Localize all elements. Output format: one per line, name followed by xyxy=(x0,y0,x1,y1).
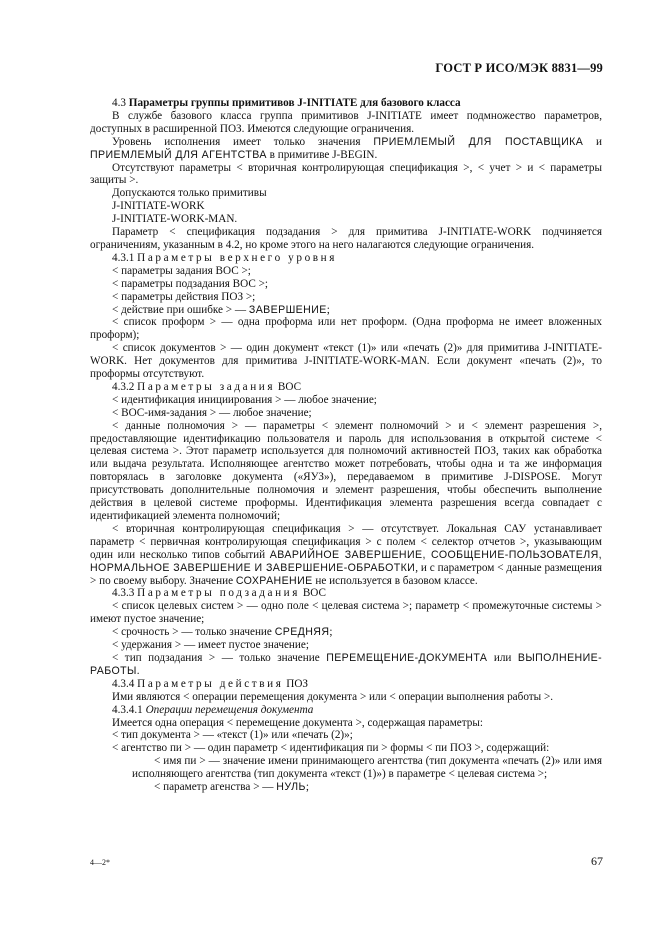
list-item: < параметры задания ВОС >; xyxy=(112,264,251,277)
page-number: 67 xyxy=(591,854,603,868)
list-item: < вторичная контролирующая спецификация > — отсутствует. Локальная САУ устанавливает параметр < первичная контролирующая спецификация > с полем < селектор отчетов >, указывающим один или несколько типов событий АВАРИЙНОЕ ЗАВЕРШЕНИЕ, СООБЩЕНИЕ-ПОЛЬЗОВАТЕЛЯ, НОРМАЛЬНОЕ ЗАВЕРШЕНИЕ И ЗАВЕРШЕНИЕ-ОБРАБОТКИ, и с параметром < данные размещения > по своему выбору. Значение СОХРАНЕНИЕ не используется в базовом классе. xyxy=(90,522,603,587)
list-item: < параметры действия ПОЗ >; xyxy=(112,290,256,303)
paragraph: Имеется одна операция < перемещение документа >, содержащая параметры: xyxy=(112,716,483,729)
list-item: < тип подзадания > — только значение ПЕРЕМЕЩЕНИЕ-ДОКУМЕНТА или ВЫПОЛНЕНИЕ-РАБОТЫ. xyxy=(90,651,602,677)
paragraph: Параметр < спецификация подзадания > для примитива J-INITIATE-WORK подчиняется ограничениям, указанным в 4.2, но кроме этого на него налагаются следующие ограничения. xyxy=(90,226,602,251)
list-item: < идентификация инициирования > — любое значение; xyxy=(112,393,377,406)
list-item: < список целевых систем > — одно поле < целевая система >; параметр < промежуточные системы > имеют пустое значение; xyxy=(90,600,602,626)
document-body xyxy=(90,97,602,794)
list-item: < тип документа > — «текст (1)» или «печать (2)»; xyxy=(112,729,353,742)
list-item: < список проформ > — одна проформа или нет проформ. (Одна проформа не имеет вложенных проформ); xyxy=(90,316,602,342)
section-4-3-heading: 4.3 Параметры группы примитивов J-INITIATE для базового класса xyxy=(112,97,461,109)
list-item: < действие при ошибке > — ЗАВЕРШЕНИЕ; xyxy=(112,303,330,316)
list-item: < параметры подзадания ВОС >; xyxy=(112,277,268,290)
list-item: < агентство пи > — один параметр < идентификация пи > формы < пи ПОЗ >, содержащий: xyxy=(112,742,550,755)
nested-list-item: < параметр агенства > — НУЛЬ; xyxy=(154,781,309,794)
list-item: < удержания > — имеет пустое значение; xyxy=(112,639,309,652)
section-4-3-3-heading: 4.3.3 Параметры подзадания ВОС xyxy=(112,587,326,600)
section-4-3-4-1-heading: 4.3.4.1 Операции перемещения документа xyxy=(112,703,314,716)
primitive-name: J-INITIATE-WORK xyxy=(112,200,205,213)
list-item: < срочность > — только значение СРЕДНЯЯ; xyxy=(112,626,333,639)
document-header: ГОСТ Р ИСО/МЭК 8831—99 xyxy=(435,61,603,75)
section-4-3-2-heading: 4.3.2 Параметры задания ВОС xyxy=(112,380,302,393)
section-4-3-4-heading: 4.3.4 Параметры действия ПОЗ xyxy=(112,677,309,690)
list-item: < список документов > — один документ «текст (1)» или «печать (2)» для примитива J-INITIATE-WORK. Нет документов для примитива J-INITIATE-WORK-MAN. Если документ «печать (2)», то проформы отсутствуют. xyxy=(90,342,602,381)
paragraph: Допускаются только примитивы xyxy=(112,187,267,200)
primitive-name: J-INITIATE-WORK-MAN. xyxy=(112,213,238,226)
paragraph: Уровень исполнения имеет только значения ПРИЕМЛЕМЫЙ ДЛЯ ПОСТАВЩИКА и ПРИЕМЛЕМЫЙ ДЛЯ АГЕНТСТВА в примитиве J-BEGIN. xyxy=(90,135,602,161)
paragraph: В службе базового класса группа примитивов J-INITIATE имеет подмножество параметров, доступных в расширенной ПОЗ. Имеются следующие ограничения. xyxy=(90,109,602,135)
list-item: < ВОС-имя-задания > — любое значение; xyxy=(112,406,312,419)
paragraph: Отсутствуют параметры < вторичная контролирующая спецификация >, < учет > и < параметры защиты >. xyxy=(90,161,602,187)
nested-list-item: < имя пи > — значение имени принимающего агентства (тип документа «печать (2)» или имя исполняющего агентства (тип документа «текст (1)») в параметре < целевая система >; xyxy=(132,755,602,781)
list-item: < данные полномочия > — параметры < элемент полномочий > и < элемент разрешения >, предоставляющие идентификацию пользователя и пароль для использования в открытой системе < целевая система >. Этот параметр используется для полномочий активностей ПОЗ, таких как обработка или выдача результата. Исполняющее агентство может потребовать, чтобы одна и та же информация повторялась в заголовке документа («ЯУЗ»), передаваемом в примитиве J-DISPOSE. Могут присутствовать дополнительные полномочия и элемент разрешения, чтобы обеспечить выполнение действия в целевой системе проформы. Идентификация элемента разрешения всегда совпадает с идентификацией элемента полномочий; xyxy=(90,419,602,522)
section-4-3-1-heading: 4.3.1 Параметры верхнего уровня xyxy=(112,251,337,264)
sheet-mark: 4—2* xyxy=(90,858,110,867)
paragraph: Ими являются < операции перемещения документа > или < операции выполнения работы >. xyxy=(112,690,554,703)
